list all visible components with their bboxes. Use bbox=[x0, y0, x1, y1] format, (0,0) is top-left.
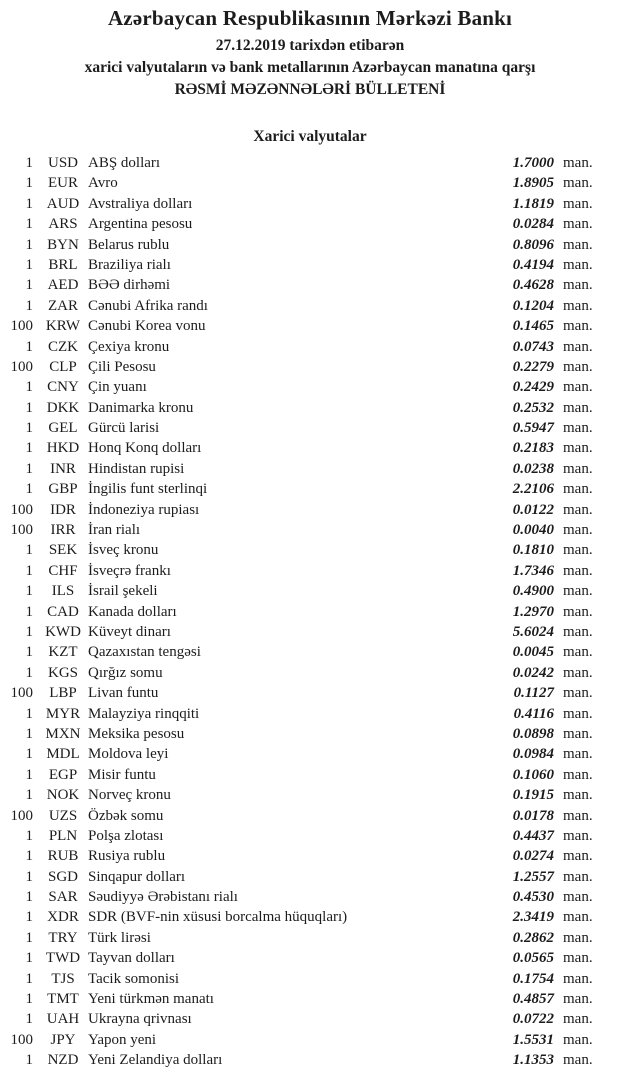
currency-quantity: 1 bbox=[25, 542, 33, 559]
rate-row bbox=[0, 806, 620, 826]
currency-code: JPY bbox=[50, 1031, 76, 1048]
unit-label: man. bbox=[563, 256, 593, 273]
currency-quantity: 1 bbox=[25, 950, 33, 967]
unit-label: man. bbox=[563, 909, 593, 926]
currency-quantity: 1 bbox=[25, 787, 33, 804]
currency-name: Səudiyyə Ərəbistanı rialı bbox=[88, 889, 238, 906]
currency-code: UZS bbox=[48, 807, 78, 824]
rate-value: 0.0898 bbox=[512, 725, 554, 742]
bulletin-header bbox=[0, 0, 620, 101]
currency-quantity: 1 bbox=[25, 725, 33, 742]
rate-value: 0.0242 bbox=[512, 664, 554, 681]
currency-code: GEL bbox=[48, 420, 78, 437]
currency-name: Sinqapur dolları bbox=[88, 868, 186, 885]
unit-label: man. bbox=[563, 522, 593, 539]
currency-name: Qazaxıstan tengəsi bbox=[88, 644, 201, 661]
unit-label: man. bbox=[563, 460, 593, 477]
currency-code: BYN bbox=[47, 236, 79, 253]
currency-quantity: 100 bbox=[10, 358, 33, 375]
unit-label: man. bbox=[563, 236, 593, 253]
currency-name: Küveyt dinarı bbox=[88, 623, 171, 640]
currency-name: Yapon yeni bbox=[88, 1031, 157, 1048]
currency-quantity: 1 bbox=[25, 460, 33, 477]
currency-quantity: 100 bbox=[10, 522, 33, 539]
unit-label: man. bbox=[563, 644, 593, 661]
currency-name: Polşa zlotası bbox=[88, 827, 164, 844]
currency-name: Tayvan dolları bbox=[88, 950, 175, 967]
unit-label: man. bbox=[563, 787, 593, 804]
currency-quantity: 1 bbox=[25, 664, 33, 681]
rate-value: 0.0122 bbox=[512, 501, 554, 518]
currency-code: MXN bbox=[45, 725, 81, 742]
currency-name: Hindistan rupisi bbox=[88, 460, 185, 477]
rate-value: 1.7346 bbox=[512, 562, 554, 579]
currency-name: Rusiya rublu bbox=[88, 848, 166, 865]
currency-quantity: 1 bbox=[25, 766, 33, 783]
currency-code: RUB bbox=[47, 848, 79, 865]
rate-value: 1.2557 bbox=[512, 868, 554, 885]
currency-code: AED bbox=[47, 277, 79, 294]
rate-row bbox=[0, 928, 620, 948]
currency-quantity: 1 bbox=[25, 991, 33, 1008]
rate-value: 1.5531 bbox=[512, 1031, 554, 1048]
currency-name: Argentina pesosu bbox=[88, 216, 193, 233]
currency-code: GBP bbox=[48, 481, 78, 498]
rate-row bbox=[0, 989, 620, 1009]
currency-quantity: 1 bbox=[25, 297, 33, 314]
unit-label: man. bbox=[563, 950, 593, 967]
currency-quantity: 1 bbox=[25, 277, 33, 294]
currency-code: PLN bbox=[48, 827, 78, 844]
unit-label: man. bbox=[563, 868, 593, 885]
rate-row bbox=[0, 479, 620, 499]
currency-name: Tacik somonisi bbox=[88, 970, 180, 987]
rate-row bbox=[0, 398, 620, 418]
currency-name: Avro bbox=[88, 175, 118, 192]
unit-label: man. bbox=[563, 848, 593, 865]
rate-value: 0.0284 bbox=[512, 216, 554, 233]
currency-code: XDR bbox=[47, 909, 79, 926]
currency-name: Gürcü larisi bbox=[88, 420, 160, 437]
currency-quantity: 100 bbox=[10, 501, 33, 518]
currency-code: ARS bbox=[48, 216, 78, 233]
rate-row bbox=[0, 948, 620, 968]
currency-name: Türk lirəsi bbox=[88, 929, 151, 946]
currency-quantity: 1 bbox=[25, 379, 33, 396]
unit-label: man. bbox=[563, 583, 593, 600]
unit-label: man. bbox=[563, 889, 593, 906]
unit-label: man. bbox=[563, 481, 593, 498]
unit-label: man. bbox=[563, 1011, 593, 1028]
rate-value: 0.2429 bbox=[512, 379, 554, 396]
currency-quantity: 100 bbox=[10, 1031, 33, 1048]
currency-name: Belarus rublu bbox=[88, 236, 170, 253]
currency-code: CHF bbox=[48, 562, 78, 579]
rate-row bbox=[0, 785, 620, 805]
rate-row bbox=[0, 1050, 620, 1070]
unit-label: man. bbox=[563, 379, 593, 396]
rate-value: 0.1754 bbox=[512, 970, 554, 987]
rate-value: 0.2183 bbox=[512, 440, 554, 457]
rate-row bbox=[0, 581, 620, 601]
rate-row bbox=[0, 194, 620, 214]
currency-name: Özbək somu bbox=[88, 807, 164, 824]
currency-code: SGD bbox=[47, 868, 78, 885]
currency-name: ABŞ dolları bbox=[88, 155, 161, 171]
rate-value: 0.2279 bbox=[512, 358, 554, 375]
currency-name: Norveç kronu bbox=[88, 787, 171, 804]
currency-quantity: 1 bbox=[25, 155, 33, 171]
page-title: Azərbaycan Respublikasının Mərkəzi Bankı bbox=[107, 6, 513, 30]
currency-quantity: 1 bbox=[25, 583, 33, 600]
rate-row bbox=[0, 907, 620, 927]
rate-row bbox=[0, 357, 620, 377]
currency-name: Braziliya rialı bbox=[88, 256, 171, 273]
currency-code: KGS bbox=[47, 664, 78, 681]
rate-value: 0.4900 bbox=[512, 583, 554, 600]
currency-quantity: 1 bbox=[25, 338, 33, 355]
rate-row bbox=[0, 602, 620, 622]
currency-name: Qırğız somu bbox=[88, 664, 163, 681]
unit-label: man. bbox=[563, 664, 593, 681]
rate-value: 2.3419 bbox=[512, 909, 554, 926]
currency-code: KWD bbox=[45, 623, 81, 640]
unit-label: man. bbox=[563, 440, 593, 457]
unit-label: man. bbox=[563, 991, 593, 1008]
effective-date-line: 27.12.2019 tarixdən etibarən bbox=[215, 37, 405, 54]
currency-quantity: 1 bbox=[25, 889, 33, 906]
unit-label: man. bbox=[563, 807, 593, 824]
unit-label: man. bbox=[563, 155, 593, 171]
rate-row bbox=[0, 520, 620, 540]
currency-code: IDR bbox=[50, 501, 76, 518]
currency-name: SDR (BVF-nin xüsusi borcalma hüquqları) bbox=[88, 909, 348, 926]
currency-code: EUR bbox=[48, 175, 78, 192]
rate-row bbox=[0, 296, 620, 316]
currency-name: İsveçrə frankı bbox=[88, 562, 171, 579]
rate-value: 1.8905 bbox=[512, 175, 554, 192]
currency-quantity: 1 bbox=[25, 420, 33, 437]
currency-quantity: 1 bbox=[25, 970, 33, 987]
currency-name: Çili Pesosu bbox=[88, 358, 156, 375]
unit-label: man. bbox=[563, 216, 593, 233]
rate-value: 0.0045 bbox=[512, 644, 554, 661]
unit-label: man. bbox=[563, 501, 593, 518]
rate-value: 0.1465 bbox=[512, 318, 554, 335]
rate-value: 0.5947 bbox=[512, 420, 554, 437]
rate-value: 0.2532 bbox=[512, 399, 554, 416]
currency-quantity: 1 bbox=[25, 216, 33, 233]
rate-row bbox=[0, 377, 620, 397]
rate-value: 0.0722 bbox=[512, 1011, 554, 1028]
currency-quantity: 1 bbox=[25, 623, 33, 640]
unit-label: man. bbox=[563, 1052, 593, 1069]
currency-code: ZAR bbox=[48, 297, 78, 314]
rate-row bbox=[0, 663, 620, 683]
currency-name: İran rialı bbox=[88, 522, 141, 539]
unit-label: man. bbox=[563, 297, 593, 314]
currency-quantity: 1 bbox=[25, 827, 33, 844]
bulletin-title-line: RƏSMİ MƏZƏNNƏLƏRİ BÜLLETENİ bbox=[174, 81, 446, 98]
currency-code: AUD bbox=[46, 195, 80, 212]
currency-code: SAR bbox=[48, 889, 78, 906]
currency-quantity: 1 bbox=[25, 481, 33, 498]
unit-label: man. bbox=[563, 562, 593, 579]
rate-value: 0.0178 bbox=[512, 807, 554, 824]
rate-value: 5.6024 bbox=[512, 623, 554, 640]
rate-value: 0.0040 bbox=[512, 522, 554, 539]
rate-value: 1.7000 bbox=[512, 155, 554, 171]
currency-code: INR bbox=[50, 460, 76, 477]
currency-name: Cənubi Korea vonu bbox=[88, 318, 206, 335]
rate-row bbox=[0, 561, 620, 581]
currency-quantity: 1 bbox=[25, 256, 33, 273]
currency-name: İndoneziya rupiası bbox=[88, 501, 200, 518]
currency-name: İngilis funt sterlinqi bbox=[88, 481, 208, 498]
unit-label: man. bbox=[563, 420, 593, 437]
unit-label: man. bbox=[563, 1031, 593, 1048]
rate-row bbox=[0, 1009, 620, 1029]
rate-row bbox=[0, 683, 620, 703]
currency-quantity: 1 bbox=[25, 440, 33, 457]
rate-value: 0.1810 bbox=[512, 542, 554, 559]
rate-value: 1.1819 bbox=[512, 195, 554, 212]
currency-code: ILS bbox=[51, 583, 75, 600]
currency-name: İsveç kronu bbox=[88, 542, 159, 559]
currency-code: CLP bbox=[49, 358, 77, 375]
currency-quantity: 100 bbox=[10, 807, 33, 824]
unit-label: man. bbox=[563, 766, 593, 783]
currency-quantity: 1 bbox=[25, 399, 33, 416]
currency-name: Yeni Zelandiya dolları bbox=[88, 1052, 223, 1069]
subject-line: xarici valyutaların və bank metallarının Azərbaycan manatına qarşı bbox=[84, 59, 536, 76]
rate-row bbox=[0, 173, 620, 193]
rate-value: 0.0984 bbox=[512, 746, 554, 763]
currency-quantity: 1 bbox=[25, 909, 33, 926]
currency-code: HKD bbox=[46, 440, 80, 457]
currency-code: BRL bbox=[48, 256, 78, 273]
currency-quantity: 1 bbox=[25, 868, 33, 885]
currency-code: TMT bbox=[47, 991, 79, 1008]
rate-row bbox=[0, 887, 620, 907]
currency-name: Kanada dolları bbox=[88, 603, 177, 620]
currency-quantity: 1 bbox=[25, 195, 33, 212]
unit-label: man. bbox=[563, 827, 593, 844]
currency-quantity: 1 bbox=[25, 746, 33, 763]
exchange-rates-table bbox=[0, 153, 620, 1071]
currency-quantity: 1 bbox=[25, 848, 33, 865]
unit-label: man. bbox=[563, 277, 593, 294]
rate-value: 0.8096 bbox=[512, 236, 554, 253]
rate-value: 0.4628 bbox=[512, 277, 554, 294]
currency-code: USD bbox=[47, 155, 78, 171]
rate-row bbox=[0, 214, 620, 234]
currency-name: Livan funtu bbox=[88, 685, 159, 702]
rate-row bbox=[0, 316, 620, 336]
currency-name: Avstraliya dolları bbox=[88, 195, 193, 212]
currency-name: Danimarka kronu bbox=[88, 399, 194, 416]
rate-value: 0.4194 bbox=[512, 256, 554, 273]
unit-label: man. bbox=[563, 725, 593, 742]
currency-code: CNY bbox=[47, 379, 79, 396]
unit-label: man. bbox=[563, 705, 593, 722]
rate-value: 0.1127 bbox=[513, 685, 554, 702]
currency-quantity: 1 bbox=[25, 236, 33, 253]
unit-label: man. bbox=[563, 338, 593, 355]
rate-row bbox=[0, 969, 620, 989]
rate-row bbox=[0, 826, 620, 846]
rate-row bbox=[0, 153, 620, 173]
rate-value: 2.2106 bbox=[512, 481, 554, 498]
rate-row bbox=[0, 642, 620, 662]
currency-quantity: 1 bbox=[25, 644, 33, 661]
currency-code: LBP bbox=[49, 685, 77, 702]
rate-value: 0.1915 bbox=[512, 787, 554, 804]
currency-code: TWD bbox=[45, 950, 81, 967]
currency-quantity: 1 bbox=[25, 705, 33, 722]
currency-quantity: 100 bbox=[10, 318, 33, 335]
rate-row bbox=[0, 459, 620, 479]
currency-code: MDL bbox=[46, 746, 80, 763]
rate-value: 0.1060 bbox=[512, 766, 554, 783]
rate-row bbox=[0, 275, 620, 295]
unit-label: man. bbox=[563, 175, 593, 192]
rate-value: 0.0743 bbox=[512, 338, 554, 355]
currency-code: NZD bbox=[47, 1052, 79, 1069]
currency-code: KRW bbox=[45, 318, 81, 335]
currency-name: Çexiya kronu bbox=[88, 338, 170, 355]
rate-row bbox=[0, 622, 620, 642]
rate-value: 0.4857 bbox=[512, 991, 554, 1008]
currency-code: IRR bbox=[50, 522, 76, 539]
rate-value: 0.0238 bbox=[512, 460, 554, 477]
rate-row bbox=[0, 418, 620, 438]
rate-value: 0.1204 bbox=[512, 297, 554, 314]
currency-name: Misir funtu bbox=[88, 766, 156, 783]
currency-quantity: 100 bbox=[10, 685, 33, 702]
rate-value: 0.4530 bbox=[512, 889, 554, 906]
rate-row bbox=[0, 846, 620, 866]
rate-value: 0.0274 bbox=[512, 848, 554, 865]
rate-value: 0.0565 bbox=[512, 950, 554, 967]
unit-label: man. bbox=[563, 399, 593, 416]
currency-name: Ukrayna qrivnası bbox=[88, 1011, 192, 1028]
rate-row bbox=[0, 867, 620, 887]
currency-code: TJS bbox=[51, 970, 75, 987]
currency-quantity: 1 bbox=[25, 175, 33, 192]
currency-quantity: 1 bbox=[25, 929, 33, 946]
currency-code: CZK bbox=[48, 338, 78, 355]
unit-label: man. bbox=[563, 623, 593, 640]
rate-row bbox=[0, 337, 620, 357]
unit-label: man. bbox=[563, 685, 593, 702]
currency-quantity: 1 bbox=[25, 1011, 33, 1028]
unit-label: man. bbox=[563, 929, 593, 946]
currency-name: Çin yuanı bbox=[88, 379, 147, 396]
rate-row bbox=[0, 704, 620, 724]
currency-code: SEK bbox=[48, 542, 78, 559]
section-title-foreign-currencies: Xarici valyutalar bbox=[253, 128, 367, 145]
rate-value: 1.2970 bbox=[512, 603, 554, 620]
currency-name: Cənubi Afrika randı bbox=[88, 297, 208, 314]
currency-quantity: 1 bbox=[25, 1052, 33, 1069]
currency-code: DKK bbox=[46, 399, 80, 416]
rate-row bbox=[0, 540, 620, 560]
currency-name: BƏƏ dirhəmi bbox=[88, 277, 171, 294]
unit-label: man. bbox=[563, 542, 593, 559]
unit-label: man. bbox=[563, 195, 593, 212]
rate-row bbox=[0, 765, 620, 785]
rate-row bbox=[0, 744, 620, 764]
unit-label: man. bbox=[563, 603, 593, 620]
unit-label: man. bbox=[563, 358, 593, 375]
currency-code: NOK bbox=[46, 787, 80, 804]
currency-name: Yeni türkmən manatı bbox=[88, 991, 214, 1008]
currency-code: UAH bbox=[46, 1011, 80, 1028]
rate-row bbox=[0, 724, 620, 744]
rate-value: 1.1353 bbox=[512, 1052, 554, 1069]
rate-row bbox=[0, 255, 620, 275]
rate-value: 0.4116 bbox=[513, 705, 554, 722]
unit-label: man. bbox=[563, 970, 593, 987]
currency-quantity: 1 bbox=[25, 603, 33, 620]
currency-quantity: 1 bbox=[25, 562, 33, 579]
currency-name: Malayziya rinqqiti bbox=[88, 705, 200, 722]
currency-code: EGP bbox=[48, 766, 78, 783]
rate-value: 0.4437 bbox=[512, 827, 554, 844]
currency-code: KZT bbox=[48, 644, 78, 661]
rate-value: 0.2862 bbox=[512, 929, 554, 946]
currency-name: İsrail şekeli bbox=[88, 583, 158, 600]
rate-row bbox=[0, 235, 620, 255]
unit-label: man. bbox=[563, 746, 593, 763]
unit-label: man. bbox=[563, 318, 593, 335]
currency-name: Moldova leyi bbox=[88, 746, 169, 763]
rate-row bbox=[0, 1030, 620, 1050]
currency-code: CAD bbox=[47, 603, 79, 620]
currency-name: Honq Konq dolları bbox=[88, 440, 202, 457]
currency-name: Meksika pesosu bbox=[88, 725, 185, 742]
rate-row bbox=[0, 500, 620, 520]
currency-code: TRY bbox=[48, 929, 78, 946]
rate-row bbox=[0, 438, 620, 458]
currency-code: MYR bbox=[45, 705, 81, 722]
